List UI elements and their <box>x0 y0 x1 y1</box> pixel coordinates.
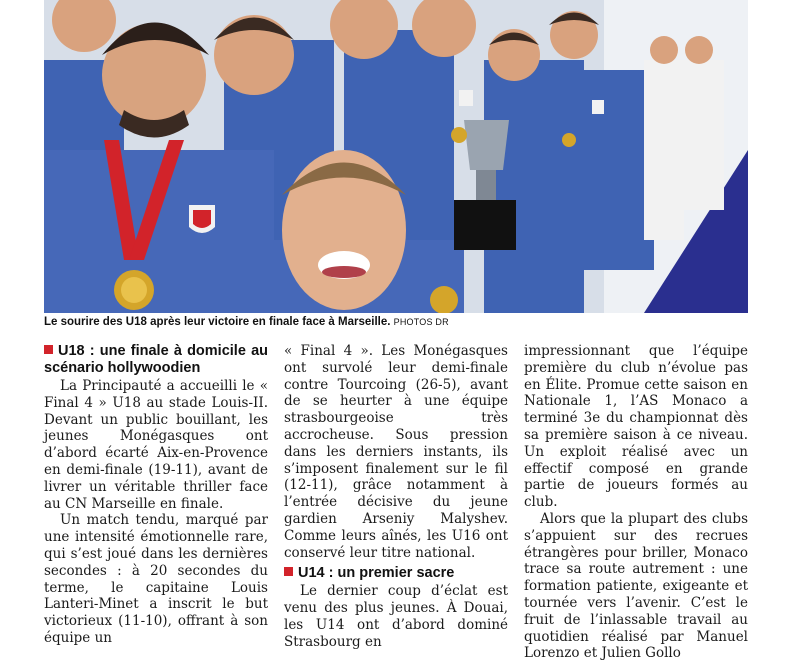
paragraph: impressionnant que l’équipe première du club n’évolue pas en Élite. Promue cette saison en Nationale 1, l’AS Monaco a terminé 3e du championnat dès sa première saison à ce niveau. Un exploit réalisé avec un effectif composé en grande partie de joueurs formés au club. <box>524 343 748 511</box>
paragraph: Le dernier coup d’éclat est venu des plus jeunes. À Douai, les U14 ont d’abord dominé Strasbourg en <box>284 583 508 650</box>
team-photo <box>44 0 748 313</box>
red-square-icon <box>44 345 53 354</box>
article-column-1 <box>44 343 268 647</box>
section-heading-u18 <box>44 343 268 377</box>
article-column-3 <box>524 343 748 662</box>
paragraph: « Final 4 ». Les Monégasques ont survolé leur demi-finale contre Tourcoing (26-5), avant de se heurter à une équipe strasbourgeoise très accrocheuse. Sous pression dans les derniers instants, ils s’imposent finalement sur le fil (12-11), grâce notamment à l’entrée décisive du jeune gardien Arseniy Malyshev. Comme leurs aînés, les U16 ont conservé leur titre national. <box>284 343 508 561</box>
red-square-icon <box>284 567 293 576</box>
heading-text: U14 : un premier sacre <box>298 565 455 582</box>
team-celebration-photo-icon <box>44 0 748 313</box>
heading-text: U18 : une finale à domicile au scénario hollywoodien <box>44 343 268 376</box>
section-heading-u14 <box>284 565 508 582</box>
photo-caption <box>44 316 748 334</box>
paragraph: La Principauté a accueilli le « Final 4 » U18 au stade Louis-II. Devant un public bouillant, les jeunes Monégasques ont d’abord écarté Aix-en-Provence en demi-finale (19-11), avant de livrer un véritable thriller face au CN Marseille en finale. <box>44 378 268 512</box>
article-column-2 <box>284 343 508 651</box>
caption-text: Le sourire des U18 après leur victoire en finale face à Marseille. <box>44 316 391 328</box>
paragraph: Alors que la plupart des clubs s’appuient sur des recrues étrangères pour briller, Monaco trace sa route autrement : une formation patiente, exigeante et tournée vers l’avenir. C’est le fruit de l’inlassable travail au quotidien réalisé par Manuel Lorenzo et Julien Gollo <box>524 510 748 662</box>
paragraph: Un match tendu, marqué par une intensité émotionnelle rare, qui s’est joué dans les dernières secondes : à 20 secondes du terme, le capitaine Louis Lanteri-Minet a inscrit le but victorieux (11-10), offrant à son équipe un <box>44 512 268 646</box>
photo-credit: PHOTOS DR <box>393 317 449 327</box>
